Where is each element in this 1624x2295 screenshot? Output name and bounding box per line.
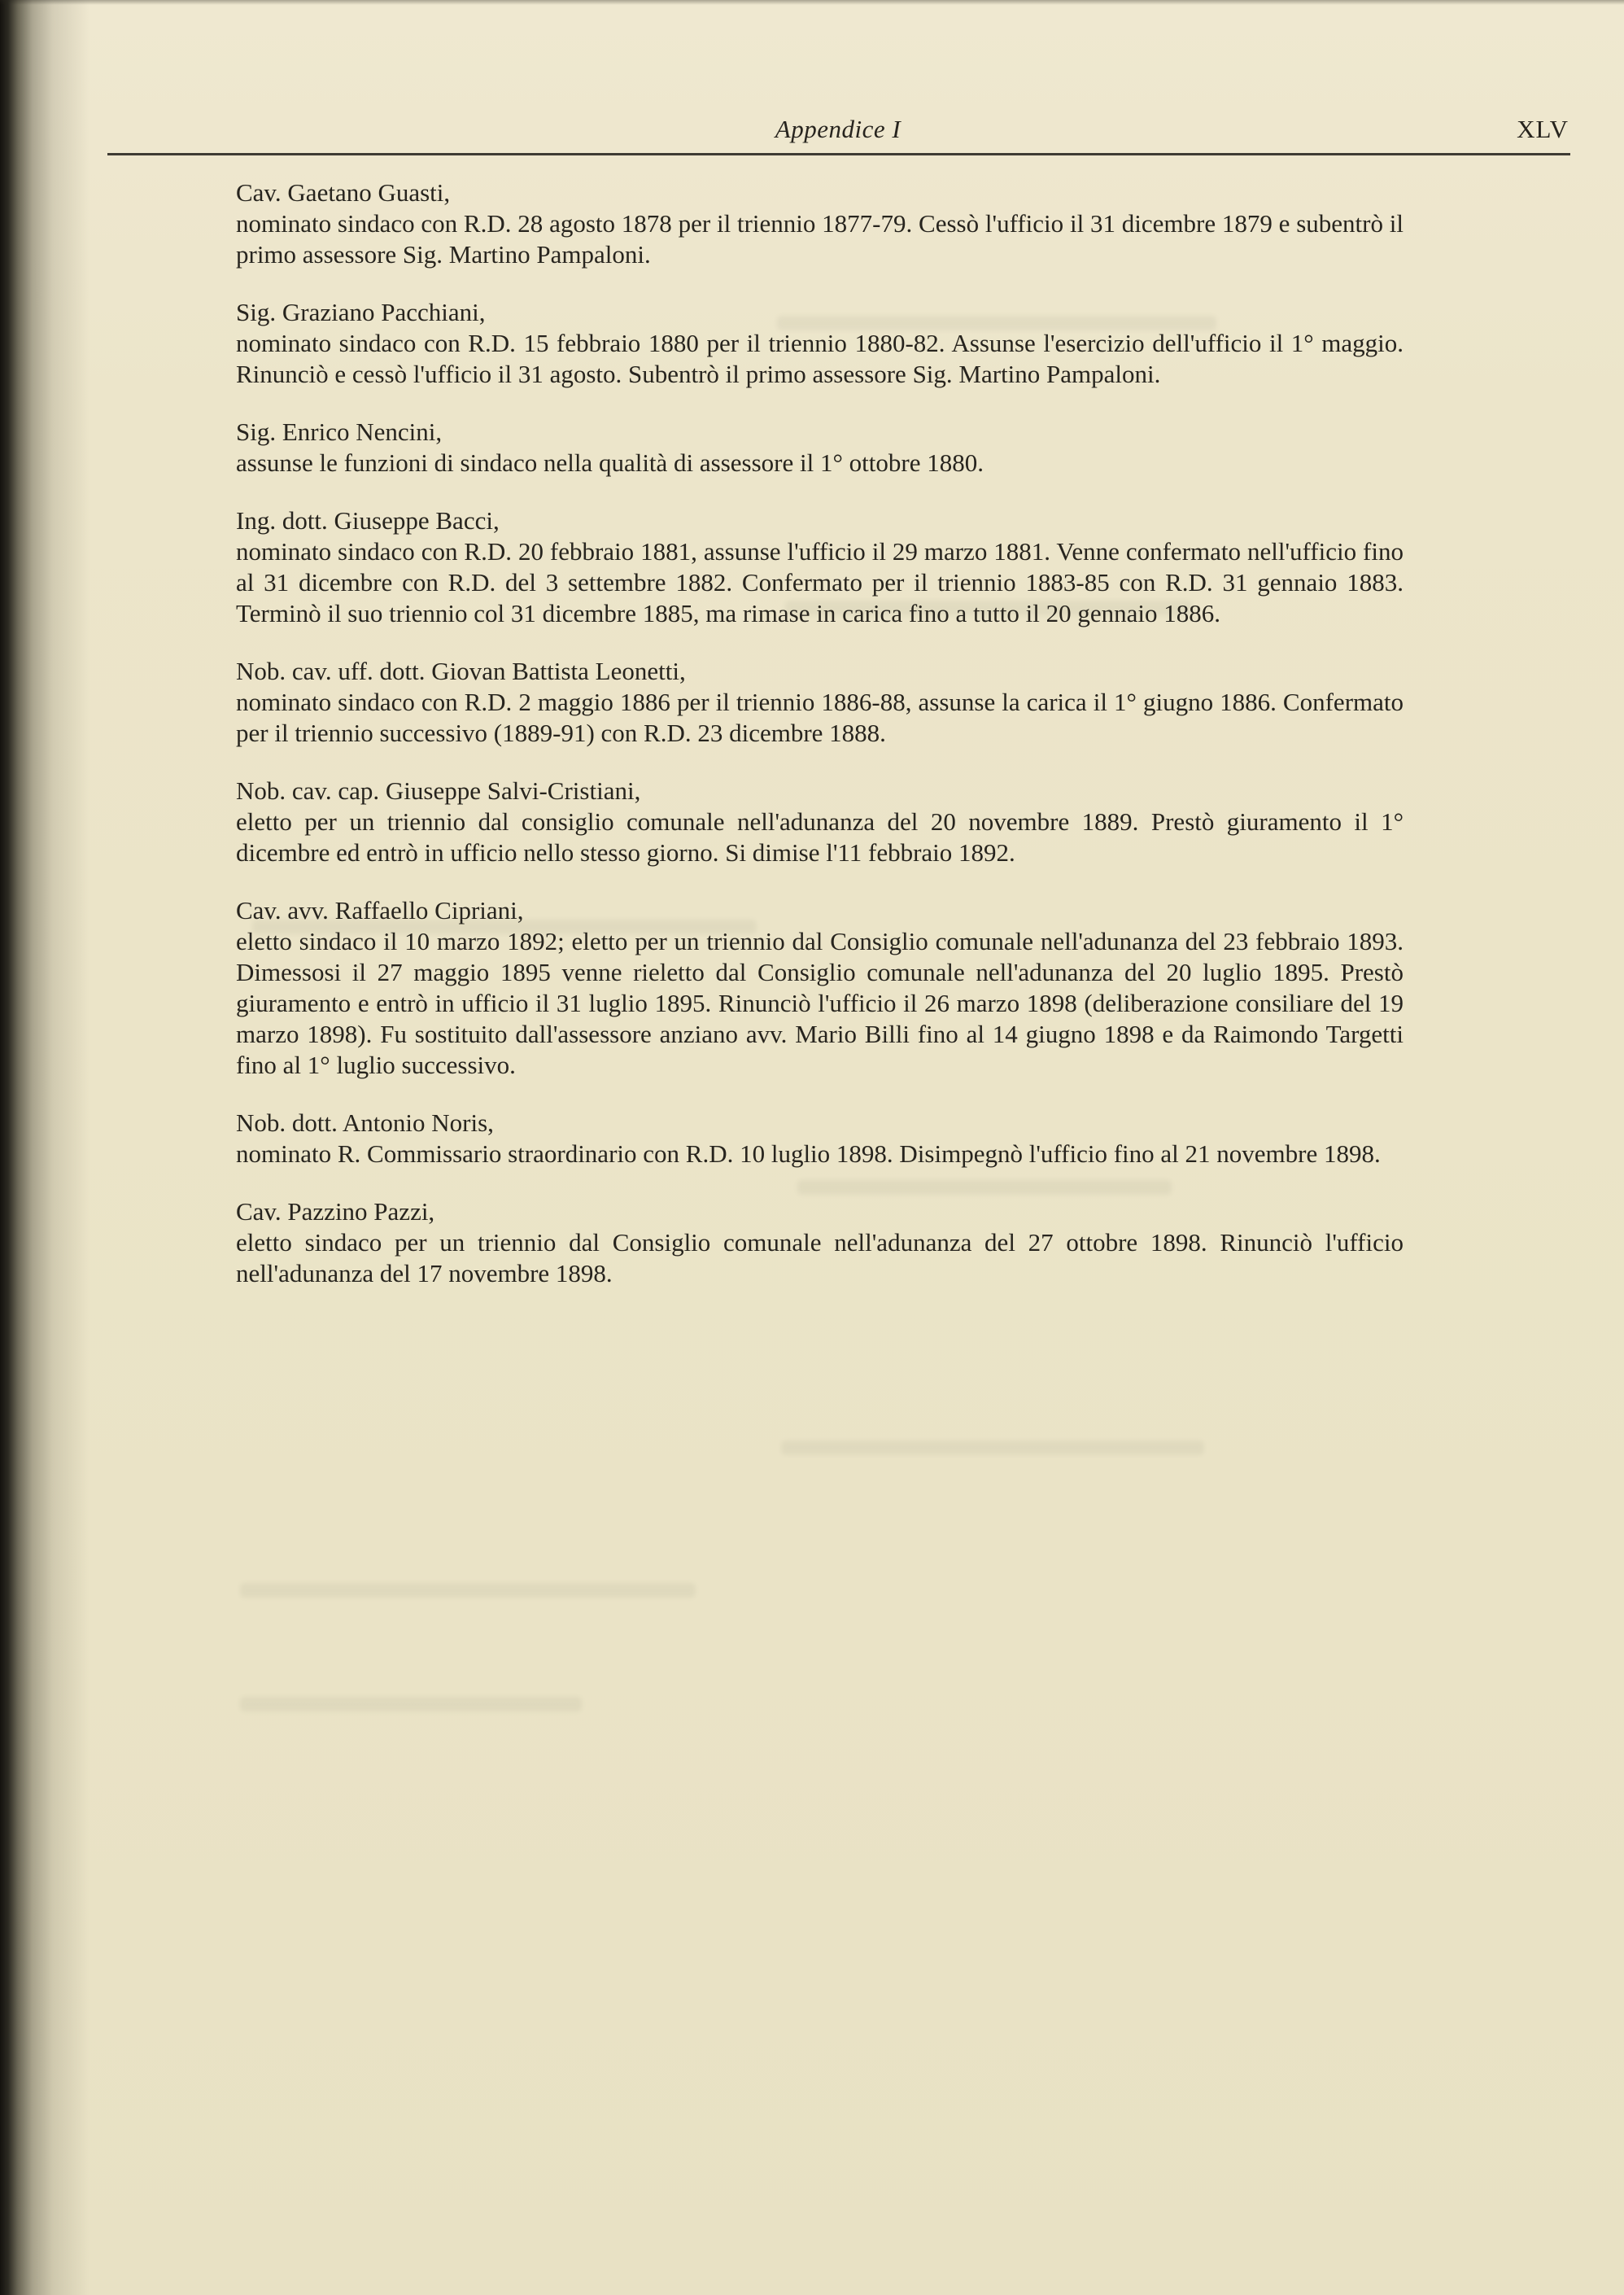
entry-enrico-nencini	[236, 417, 1404, 479]
entry-body: nominato sindaco con R.D. 15 febbraio 1880 per il triennio 1880-82. Assunse l'esercizio dell'ufficio il 1° maggio. Rinunciò e cessò l'ufficio il 31 agosto. Subentrò il primo assessore Sig. Martino Pampaloni.	[236, 329, 1404, 388]
entry-body: eletto sindaco il 10 marzo 1892; eletto per un triennio dal Consiglio comunale nell'adunanza del 23 febbraio 1893. Dimessosi il 27 maggio 1895 venne rieletto dal Consiglio comunale nell'adunanza del 20 luglio 1895. Prestò giuramento e entrò in ufficio il 31 luglio 1895. Rinunciò l'ufficio il 26 marzo 1898 (deliberazione consiliare del 19 marzo 1898). Fu sostituito dall'assessore anziano avv. Mario Billi fino al 14 giugno 1898 e da Raimondo Targetti fino al 1° luglio successivo.	[236, 927, 1404, 1079]
entry-giuseppe-salvi-cristiani	[236, 776, 1404, 868]
page-text-block	[236, 177, 1404, 1289]
ink-bleedthrough	[781, 1440, 1204, 1455]
page-number: XLV	[1517, 115, 1569, 143]
entry-name: Sig. Graziano Pacchiani,	[236, 298, 486, 326]
entry-body: eletto sindaco per un triennio dal Consiglio comunale nell'adunanza del 27 ottobre 1898. Rinunciò l'ufficio nell'adunanza del 17 novembre 1898.	[236, 1228, 1404, 1287]
entry-body: nominato R. Commissario straordinario con R.D. 10 luglio 1898. Disimpegnò l'ufficio fino al 21 novembre 1898.	[236, 1139, 1381, 1168]
entry-antonio-noris	[236, 1108, 1404, 1169]
entry-body: nominato sindaco con R.D. 28 agosto 1878 per il triennio 1877-79. Cessò l'ufficio il 31 dicembre 1879 e subentrò il primo assessore Sig. Martino Pampaloni.	[236, 209, 1404, 269]
entry-giovan-battista-leonetti	[236, 656, 1404, 749]
entry-name: Nob. cav. cap. Giuseppe Salvi-Cristiani,	[236, 776, 641, 805]
page-top-shadow	[0, 0, 1624, 5]
ink-bleedthrough	[240, 1697, 582, 1711]
book-binding-shadow	[0, 0, 89, 2295]
entry-name: Sig. Enrico Nencini,	[236, 417, 443, 446]
entry-graziano-pacchiani	[236, 297, 1404, 390]
entry-body: assunse le funzioni di sindaco nella qualità di assessore il 1° ottobre 1880.	[236, 448, 984, 477]
entry-name: Cav. avv. Raffaello Cipriani,	[236, 896, 524, 925]
entry-pazzino-pazzi	[236, 1196, 1404, 1289]
entry-name: Nob. cav. uff. dott. Giovan Battista Leonetti,	[236, 657, 686, 685]
entry-gaetano-guasti	[236, 177, 1404, 270]
header-rule	[107, 153, 1570, 155]
entry-name: Nob. dott. Antonio Noris,	[236, 1108, 494, 1137]
entry-name: Cav. Gaetano Guasti,	[236, 178, 451, 207]
entry-body: nominato sindaco con R.D. 20 febbraio 1881, assunse l'ufficio il 29 marzo 1881. Venne confermato nell'ufficio fino al 31 dicembre con R.D. del 3 settembre 1882. Confermato per il triennio 1883-85 con R.D. 31 gennaio 1883. Terminò il suo triennio col 31 dicembre 1885, ma rimase in carica fino a tutto il 20 gennaio 1886.	[236, 537, 1404, 627]
running-head	[107, 112, 1569, 146]
entry-giuseppe-bacci	[236, 505, 1404, 629]
entry-name: Cav. Pazzino Pazzi,	[236, 1197, 435, 1226]
ink-bleedthrough	[240, 1583, 696, 1598]
entry-body: eletto per un triennio dal consiglio comunale nell'adunanza del 20 novembre 1889. Prestò giuramento il 1° dicembre ed entrò in ufficio nello stesso giorno. Si dimise l'11 febbraio 1892.	[236, 807, 1404, 867]
entry-raffaello-cipriani	[236, 895, 1404, 1081]
entry-name: Ing. dott. Giuseppe Bacci,	[236, 506, 500, 535]
entry-body: nominato sindaco con R.D. 2 maggio 1886 per il triennio 1886-88, assunse la carica il 1° giugno 1886. Confermato per il triennio successivo (1889-91) con R.D. 23 dicembre 1888.	[236, 688, 1404, 747]
running-head-title: Appendice I	[775, 115, 901, 143]
